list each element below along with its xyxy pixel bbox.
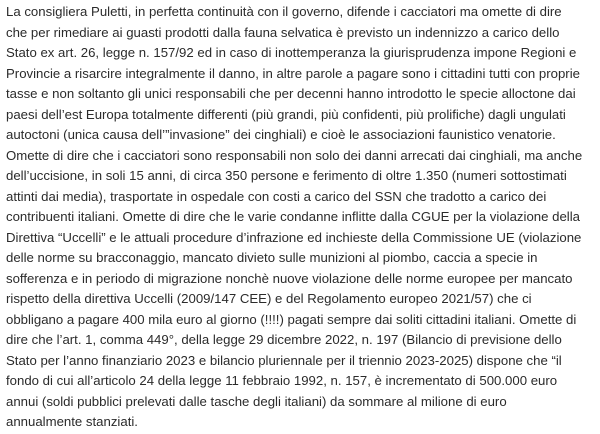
text-line: Provincie a risarcire integralmente il danno, in altre parole a pagare sono i cittadini tutti con proprie xyxy=(6,65,580,81)
text-line: autoctoni (unica causa dell’”invasione” dei cinghiali) e cioè le associazioni faunistico venatorie. xyxy=(6,127,556,142)
text-line: dire che l’art. 1, comma 449°, della legge 29 dicembre 2022, n. 197 (Bilancio di previsione dello xyxy=(6,332,562,347)
text-line: obbligano a pagare 400 mila euro al giorno (!!!!) pagati sempre dai soliti cittadini italiani. Omette di xyxy=(6,311,577,327)
text-line: paesi dell’est Europa totalmente differenti (più grandi, più confidenti, più prolifiche) dagli ungulati xyxy=(6,106,566,122)
text-line: Stato per l’anno finanziario 2023 e bilancio pluriennale per il triennio 2023-2025) dispone che “il xyxy=(6,352,562,368)
text-line: attinti dai media), trasportate in ospedale con costi a carico del SSN che tradotto a carico dei xyxy=(6,188,547,204)
text-line: Stato ex art. 26, legge n. 157/92 ed in caso di inottemperanza la giurisprudenza impone Regioni e xyxy=(6,45,577,60)
text-line: rispetto della direttiva Uccelli (2009/147 CEE) e del Regolamento europeo 2021/57) che ci xyxy=(6,291,532,306)
text-line: tasse e non soltanto gli unici responsabili che per decenni hanno introdotto le specie alloctone dai xyxy=(6,86,576,101)
text-line: dell’uccisione, in soli 15 anni, di circa 350 persone e ferimento di oltre 1.350 (numeri sottostimati xyxy=(6,168,567,183)
text-line: fondo di cui all’articolo 24 della legge 11 febbraio 1992, n. 157, è incrementato di 500.000 euro xyxy=(6,373,558,388)
text-line: Direttiva “Uccelli” e le attuali procedure d’infrazione ed inchieste della Commissione UE (violazione xyxy=(6,229,582,245)
text-line: Omette di dire che i cacciatori sono responsabili non solo dei danni arrecati dai cinghiali, ma anche xyxy=(6,147,583,163)
text-line: che per rimediare ai guasti prodotti dalla fauna selvatica è previsto un indennizzo a carico dello xyxy=(6,24,560,40)
text-line: annui (soldi pubblici prelevati dalle tasche degli italiani) da sommare al milione di euro xyxy=(6,393,507,409)
text-line: contribuenti italiani. Omette di dire che le varie condanne inflitte dalla CGUE per la violazione della xyxy=(6,209,580,224)
text-line: La consigliera Puletti, in perfetta continuità con il governo, difende i cacciatori ma omette di dire xyxy=(6,4,562,19)
article-paragraph xyxy=(6,2,594,433)
text-line: delle norme su bracconaggio, mancato divieto sulle munizioni al piombo, caccia a specie in xyxy=(6,250,538,265)
text-line: sofferenza e in periodo di migrazione nonchè nuove violazione delle norme europee per mancato xyxy=(6,270,573,286)
text-line: annualmente stanziati. xyxy=(6,414,138,429)
